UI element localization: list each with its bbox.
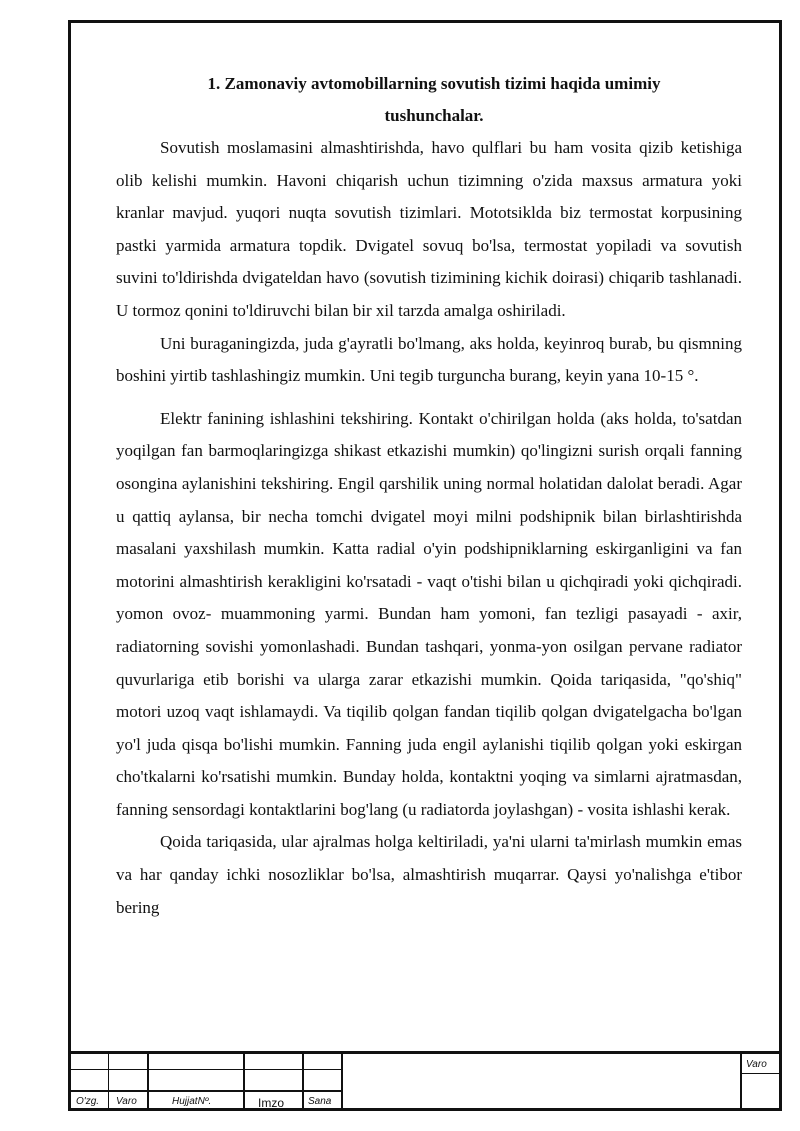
section-title: [116, 68, 742, 132]
stamp-col-line: [243, 1051, 245, 1111]
paragraph: Sovutish moslamasini almashtirishda, havo qulflari bu ham vosita qizib ketishiga olib kelishi mumkin. Havoni chiqarish uchun tizimning o'zida maxsus armatura yoki kranlar mavjud. yuqori nuqta sovutish tizimlari. Mototsiklda biz termostat korpusining pastki yarmida armatura topdik. Dvigatel sovuq bo'lsa, termostat yopiladi va sovutish suvini to'ldirishda dvigateldan havo (sovutish tizimining kichik doirasi) chiqarib tashlanadi. U tormoz qonini to'ldiruvchi bilan bir xil tarzda amalga oshiriladi.: [116, 138, 742, 320]
paragraph: Qoida tariqasida, ular ajralmas holga keltiriladi, ya'ni ularni ta'mirlash mumkin emas va har qanday ichki nosozliklar bo'lsa, almashtirish muqarrar. Qaysi yo'nalishga e'tibor bering: [116, 832, 742, 917]
stamp-col-line: [302, 1051, 304, 1111]
section-title-line1: 1. Zamonaviy avtomobillarning sovutish tizimi haqida umimiy: [207, 74, 661, 93]
paragraph: Elektr fanining ishlashini tekshiring. Kontakt o'chirilgan holda (aks holda, to'satdan yoqilgan fan barmoqlaringizga shikast etkazishi mumkin) qo'lingizni surish orqali fanning osongina aylanishini tekshiring. Engil qarshilik uning normal holatidan dalolat beradi. Agar u qattiq aylansa, bir necha tomchi dvigatel moyi milni podshipnik bilan birlashtirishda masalani yaxshilash mumkin. Katta radial o'yin podshipniklarning eskirganligini va fan motorini almashtirish kerakligini ko'rsatadi - vaqt o'tishi bilan u qichqiradi yoki qichqiradi. yomon ovoz- muammoning yarmi. Bundan ham yomoni, fan tezligi pasayadi - axir, radiatorning sovishi yomonlashadi. Bundan tashqari, yonma-yon osilgan pervane radiator quvurlariga etib borishi va ularga zarar etkazishi mumkin. Qoida tariqasida, "qo'shiq" motori uzoq vaqt ishlamaydi. Va tiqilib qolgan fandan tiqilib qolgan dvigatelgacha bo'lgan yo'l juda qisqa bo'lishi mumkin. Fanning juda engil aylanishi tiqilib qolgan yoki eskirgan cho'tkalarni ko'rsatishi mumkin. Bunday holda, kontaktni yoqing va simlarni ajratmasdan, fanning sensordagi kontaktlarini bog'lang (u radiatorda joylashgan) - vosita ishlashi kerak.: [116, 408, 742, 819]
stamp-col-line: [108, 1051, 109, 1111]
stamp-sheet-label: Varo: [746, 1059, 767, 1070]
document-body: [116, 68, 742, 924]
stamp-label-ozg: O'zg.: [76, 1096, 100, 1107]
stamp-col-line: [341, 1051, 343, 1111]
section-title-line2: tushunchalar.: [384, 106, 484, 125]
title-block-stamp: [68, 1051, 782, 1111]
stamp-col-line: [147, 1051, 149, 1111]
stamp-col-line: [740, 1051, 742, 1111]
stamp-label-sana: Sana: [308, 1096, 332, 1107]
stamp-label-varo: Varo: [116, 1096, 137, 1107]
stamp-label-imzo: Imzo: [258, 1096, 285, 1110]
stamp-row-line: [740, 1073, 782, 1074]
paragraph: Uni buraganingizda, juda g'ayratli bo'lmang, aks holda, keyinroq burab, bu qismning boshini yirtib tashlashingiz mumkin. Uni tegib turguncha burang, keyin yana 10-15 °.: [116, 333, 742, 386]
stamp-label-hujjat: HujjatNº.: [172, 1096, 212, 1107]
